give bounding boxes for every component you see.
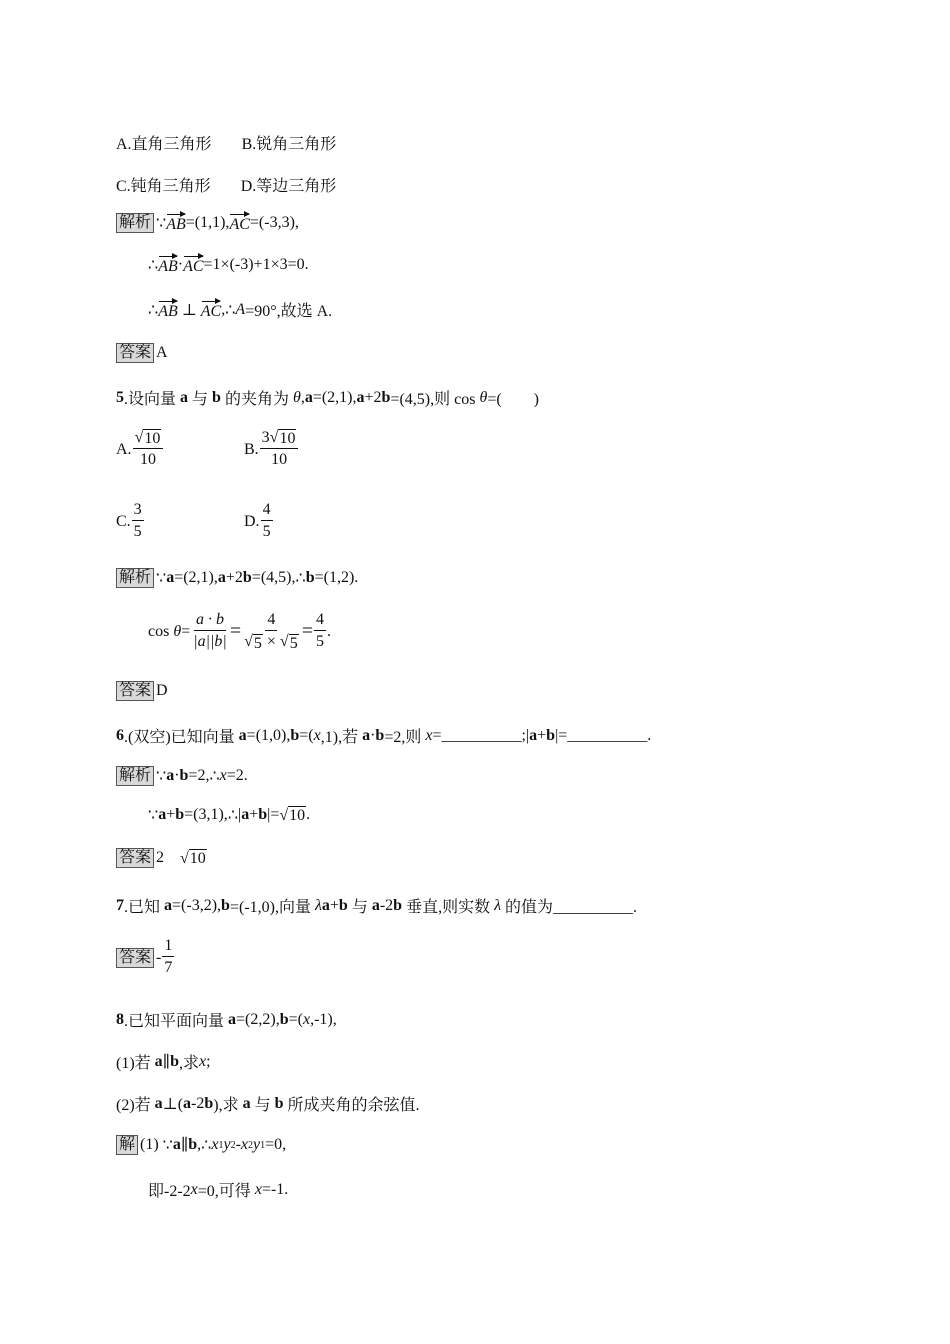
q8-text: ,: [197, 1136, 202, 1153]
variable-x: x: [313, 726, 321, 744]
q4-answer: [116, 343, 168, 363]
q4-option-d: D.等边三角形: [240, 178, 337, 195]
denominator: 7: [164, 959, 173, 976]
vector-ab: AB: [166, 212, 186, 234]
vector-a: a: [166, 767, 175, 784]
vector-b: b: [305, 569, 315, 586]
solution-tag: 解析: [116, 568, 154, 588]
radical: [279, 806, 306, 825]
theta: θ: [173, 622, 182, 640]
variable-x: x: [211, 1136, 219, 1153]
perp-symbol: ⊥(: [162, 1095, 184, 1113]
therefore-symbol: ∴: [148, 257, 159, 274]
root-symbol: √: [244, 633, 253, 650]
therefore-symbol: ∴: [148, 301, 159, 319]
q8-part-2: [116, 1092, 420, 1115]
q6-text: =(3,1),: [184, 806, 228, 823]
option-label: D.: [244, 512, 260, 530]
radical: [180, 849, 207, 868]
vector-a: a: [180, 388, 189, 406]
vector-a: a: [166, 569, 175, 586]
therefore-symbol: ∴: [225, 301, 236, 319]
variable-y: y: [253, 1136, 261, 1153]
denominator: 10: [139, 451, 156, 468]
q6-text: =(1,0),: [246, 726, 291, 744]
q8-text: =-1.: [261, 1180, 289, 1198]
q5-option-b: [244, 428, 299, 471]
vector-a: a: [158, 806, 167, 823]
root-symbol: √: [279, 633, 289, 650]
q8-text: .已知平面向量: [124, 1013, 229, 1030]
numerator: 4: [261, 500, 273, 521]
q4-option-row-1: [116, 131, 336, 154]
denominator: |a||b|: [193, 633, 227, 650]
minus-sign: -: [235, 1136, 241, 1153]
numerator: a · b: [194, 610, 226, 631]
q5-text: +2: [364, 388, 382, 406]
q6-text: |=: [267, 806, 280, 823]
vector-a: a: [242, 1094, 251, 1112]
option-label: B.: [244, 440, 259, 458]
vector-b: b: [242, 569, 252, 586]
q8-solution-line-2: [148, 1178, 288, 1201]
subscript: 2: [230, 1139, 236, 1151]
q8-text: =(: [288, 1010, 303, 1028]
vector-b: b: [338, 896, 348, 914]
vector-a: a: [241, 806, 250, 823]
q8-text: (2)若: [116, 1097, 155, 1114]
q6-text: +: [166, 806, 176, 823]
q6-text: =__________;|: [432, 726, 530, 744]
vector-b: b: [175, 806, 185, 823]
q4-text: ,: [221, 300, 226, 318]
therefore-symbol: ∴: [295, 570, 306, 587]
vector-b: b: [258, 806, 268, 823]
q6-text: =2.: [226, 767, 248, 784]
dot-operator: ·: [177, 256, 184, 273]
q7-stem: [116, 894, 637, 917]
q8-stem: [116, 1008, 337, 1031]
answer-value: A: [156, 344, 168, 361]
vector-ab: AB: [158, 254, 178, 276]
q7-text: 垂直,则实数: [402, 899, 495, 916]
q8-text: =0,: [265, 1136, 287, 1153]
question-number: 7: [116, 896, 124, 914]
q4-text: =90°,故选 A.: [245, 303, 333, 320]
numerator: 1: [162, 936, 174, 957]
vector-b: b: [170, 1052, 179, 1070]
lambda: λ: [494, 896, 502, 914]
q6-text: |=__________.: [555, 726, 652, 744]
fraction: [132, 500, 144, 543]
q6-text: +: [249, 806, 259, 823]
vector-a: a: [356, 388, 365, 406]
q6-solution-line-1: [116, 766, 248, 786]
q4-option-a: A.直角三角形: [116, 136, 212, 153]
q6-text: |: [238, 806, 242, 823]
lambda: λ: [314, 896, 322, 914]
q5-text: .设向量: [124, 391, 181, 408]
vector-a: a: [183, 1094, 192, 1112]
vector-a: a: [217, 569, 226, 586]
q7-text: =(-1,0),向量: [229, 899, 315, 916]
question-number: 5: [116, 388, 124, 406]
radicand: 10: [289, 806, 306, 824]
vector-a: a: [228, 1010, 237, 1028]
equals: =: [181, 622, 191, 640]
q5-option-a: [116, 428, 164, 471]
denominator: 5: [262, 523, 271, 540]
vector-a: a: [321, 896, 330, 914]
equals: =: [229, 620, 242, 642]
q8-solution-line-1: [116, 1135, 286, 1155]
fraction: [162, 936, 174, 979]
option-label: A.: [116, 440, 132, 458]
theta: θ: [479, 388, 488, 406]
question-number: 8: [116, 1010, 124, 1028]
vector-b: b: [221, 896, 230, 914]
radical: [280, 631, 299, 653]
q8-text: (1): [140, 1136, 163, 1153]
q5-text: =(4,5),则 cos: [390, 391, 480, 408]
variable-y: y: [223, 1136, 231, 1153]
q5-text: =(2,1),: [174, 569, 218, 586]
q5-answer: [116, 681, 168, 701]
numerator: 3: [132, 500, 144, 521]
subscript: 1: [260, 1139, 266, 1151]
q4-text: =1×(-3)+1×3=0.: [203, 256, 309, 273]
theta: θ: [292, 388, 301, 406]
variable-x: x: [240, 1136, 248, 1153]
q7-answer: [116, 936, 175, 979]
q5-text: =( ): [487, 391, 539, 408]
q6-text: ,1),若: [320, 729, 363, 746]
vector-b: b: [274, 1094, 284, 1112]
radicand: 10: [144, 430, 161, 447]
minus-sign: -: [156, 948, 162, 966]
fraction: [260, 428, 299, 471]
q5-option-d: [244, 500, 274, 543]
radical: [270, 428, 297, 448]
fraction: [133, 428, 164, 471]
vector-a: a: [238, 726, 247, 744]
q4-option-b: B.锐角三角形: [241, 136, 337, 153]
q8-text: ),求: [213, 1097, 243, 1114]
q4-solution-line-2: [148, 254, 309, 276]
vector-a: a: [172, 1136, 181, 1153]
fraction: [191, 610, 229, 653]
because-symbol: ∵: [162, 1137, 173, 1154]
vector-b: b: [179, 767, 189, 784]
vector-b: b: [204, 1094, 214, 1112]
q4-text: =(-3,3),: [249, 214, 299, 231]
period: .: [306, 806, 311, 823]
fraction: [261, 500, 273, 543]
vector-a: a: [529, 726, 538, 744]
fraction: [242, 610, 301, 653]
q7-text: -2: [379, 896, 394, 914]
q6-text: .(双空)已知向量: [124, 729, 239, 746]
q8-part-1: [116, 1050, 211, 1073]
q4-solution-line-1: [116, 212, 299, 234]
vector-ac: AC: [229, 212, 249, 234]
vector-a: a: [362, 726, 371, 744]
answer-value: 2: [156, 849, 165, 866]
denominator: 5: [315, 633, 324, 650]
q4-solution-line-3: [148, 298, 332, 321]
q7-text: =(-3,2),: [172, 896, 222, 914]
q8-text: =(2,2),: [236, 1010, 280, 1028]
vector-a: a: [154, 1094, 163, 1112]
times-symbol: ×: [266, 633, 276, 650]
vector-a: a: [154, 1052, 163, 1070]
vector-ac: AC: [201, 299, 221, 321]
because-symbol: ∵: [156, 768, 167, 785]
q6-text: ·: [174, 767, 180, 784]
q5-option-c: [116, 500, 145, 543]
q5-solution-line-1: [116, 568, 358, 588]
parallel-symbol: ∥: [162, 1053, 171, 1071]
q7-text: 的值为__________.: [501, 899, 638, 916]
answer-tag: 答案: [116, 343, 154, 363]
option-label: C.: [116, 512, 131, 530]
vector-b: b: [290, 726, 300, 744]
period: .: [326, 622, 331, 640]
fraction: [314, 610, 326, 653]
q4-option-row-2: [116, 173, 336, 196]
vector-b: b: [393, 896, 403, 914]
parallel-symbol: ∥: [180, 1137, 189, 1154]
q8-text: 即-2-2: [148, 1183, 191, 1200]
root-symbol: √: [279, 806, 289, 824]
q6-text: =2,则: [384, 729, 426, 746]
q5-text: 与: [188, 391, 213, 408]
q8-text: 与: [250, 1097, 275, 1114]
vector-b: b: [381, 388, 391, 406]
q6-text: +: [537, 726, 547, 744]
q8-text: ;: [206, 1052, 211, 1070]
vector-ab: AB: [158, 299, 178, 321]
vector-a: a: [164, 896, 173, 914]
vector-b: b: [375, 726, 385, 744]
q5-solution-line-2: [148, 610, 331, 653]
radicand: 5: [253, 635, 262, 652]
root-symbol: √: [180, 849, 189, 867]
vector-a: a: [304, 388, 313, 406]
root-symbol: √: [134, 429, 144, 446]
therefore-symbol: ∴: [209, 768, 220, 785]
perp-symbol: ⊥: [177, 301, 201, 319]
answer-value: D: [156, 682, 168, 699]
vector-b: b: [279, 1010, 289, 1028]
radical: [244, 631, 263, 653]
because-symbol: ∵: [156, 570, 167, 587]
variable-x: x: [302, 1010, 311, 1028]
radicand: 5: [289, 635, 298, 652]
question-number: 6: [116, 726, 124, 744]
q8-text: 所成夹角的余弦值.: [283, 1097, 420, 1114]
q6-text: ·: [370, 726, 376, 744]
q7-text: 与: [347, 899, 372, 916]
coefficient: 3: [261, 429, 270, 446]
q5-text: +2: [225, 569, 243, 586]
variable-x: x: [219, 767, 227, 784]
answer-tag: 答案: [116, 681, 154, 701]
variable-x: x: [198, 1052, 207, 1070]
vector-b: b: [188, 1136, 198, 1153]
q8-text: (1)若: [116, 1055, 155, 1072]
subscript: 2: [248, 1139, 253, 1151]
vector-b: b: [546, 726, 556, 744]
denominator: 10: [271, 451, 288, 468]
q8-text: =0,可得: [197, 1183, 255, 1200]
therefore-symbol: ∴: [201, 1137, 212, 1154]
denominator: [242, 631, 301, 653]
q4-option-c: C.钝角三角形: [116, 178, 211, 195]
answer-tag: 答案: [116, 948, 154, 968]
variable-x: x: [190, 1180, 198, 1198]
vector-ac: AC: [183, 254, 203, 276]
equals: =: [301, 620, 313, 642]
q7-text: .已知: [124, 899, 165, 916]
q6-answer: [116, 848, 207, 868]
radicand: 10: [189, 849, 206, 867]
variable-x: x: [254, 1180, 262, 1198]
answer-tag: 答案: [116, 848, 154, 868]
solution-tag: 解: [116, 1135, 138, 1155]
q5-text: =(1,2).: [314, 569, 359, 586]
cos-text: cos: [148, 622, 174, 640]
q5-text: =(2,1),: [312, 388, 357, 406]
q7-text: +: [329, 896, 339, 914]
q5-stem: [116, 386, 539, 409]
solution-tag: 解析: [116, 766, 154, 786]
radicand: 10: [279, 430, 296, 447]
therefore-symbol: ∴: [227, 807, 238, 824]
q5-text: =(4,5),: [251, 569, 296, 586]
q8-text: ,-1),: [310, 1010, 337, 1028]
q6-text: =2,: [188, 767, 210, 784]
because-symbol: ∵: [148, 807, 159, 824]
q8-text: -2: [191, 1094, 205, 1112]
radical: [135, 428, 162, 448]
q5-text: 的夹角为: [220, 391, 293, 408]
vector-b: b: [212, 388, 221, 406]
q4-text: =(1,1),: [185, 214, 230, 231]
numerator: 4: [314, 610, 326, 631]
numerator: 4: [265, 610, 277, 631]
q6-stem: [116, 724, 651, 747]
denominator: 5: [133, 523, 142, 540]
q6-text: =(: [299, 726, 314, 744]
q6-solution-line-2: [148, 805, 310, 825]
subscript: 1: [218, 1139, 224, 1151]
solution-tag: 解析: [116, 213, 154, 233]
because-symbol: ∵: [156, 215, 167, 232]
vector-a: a: [371, 896, 380, 914]
variable-x: x: [425, 726, 433, 744]
angle-a: A: [235, 300, 246, 318]
root-symbol: √: [269, 429, 279, 446]
q5-text: ,: [300, 388, 305, 406]
q8-text: ,求: [178, 1055, 199, 1072]
